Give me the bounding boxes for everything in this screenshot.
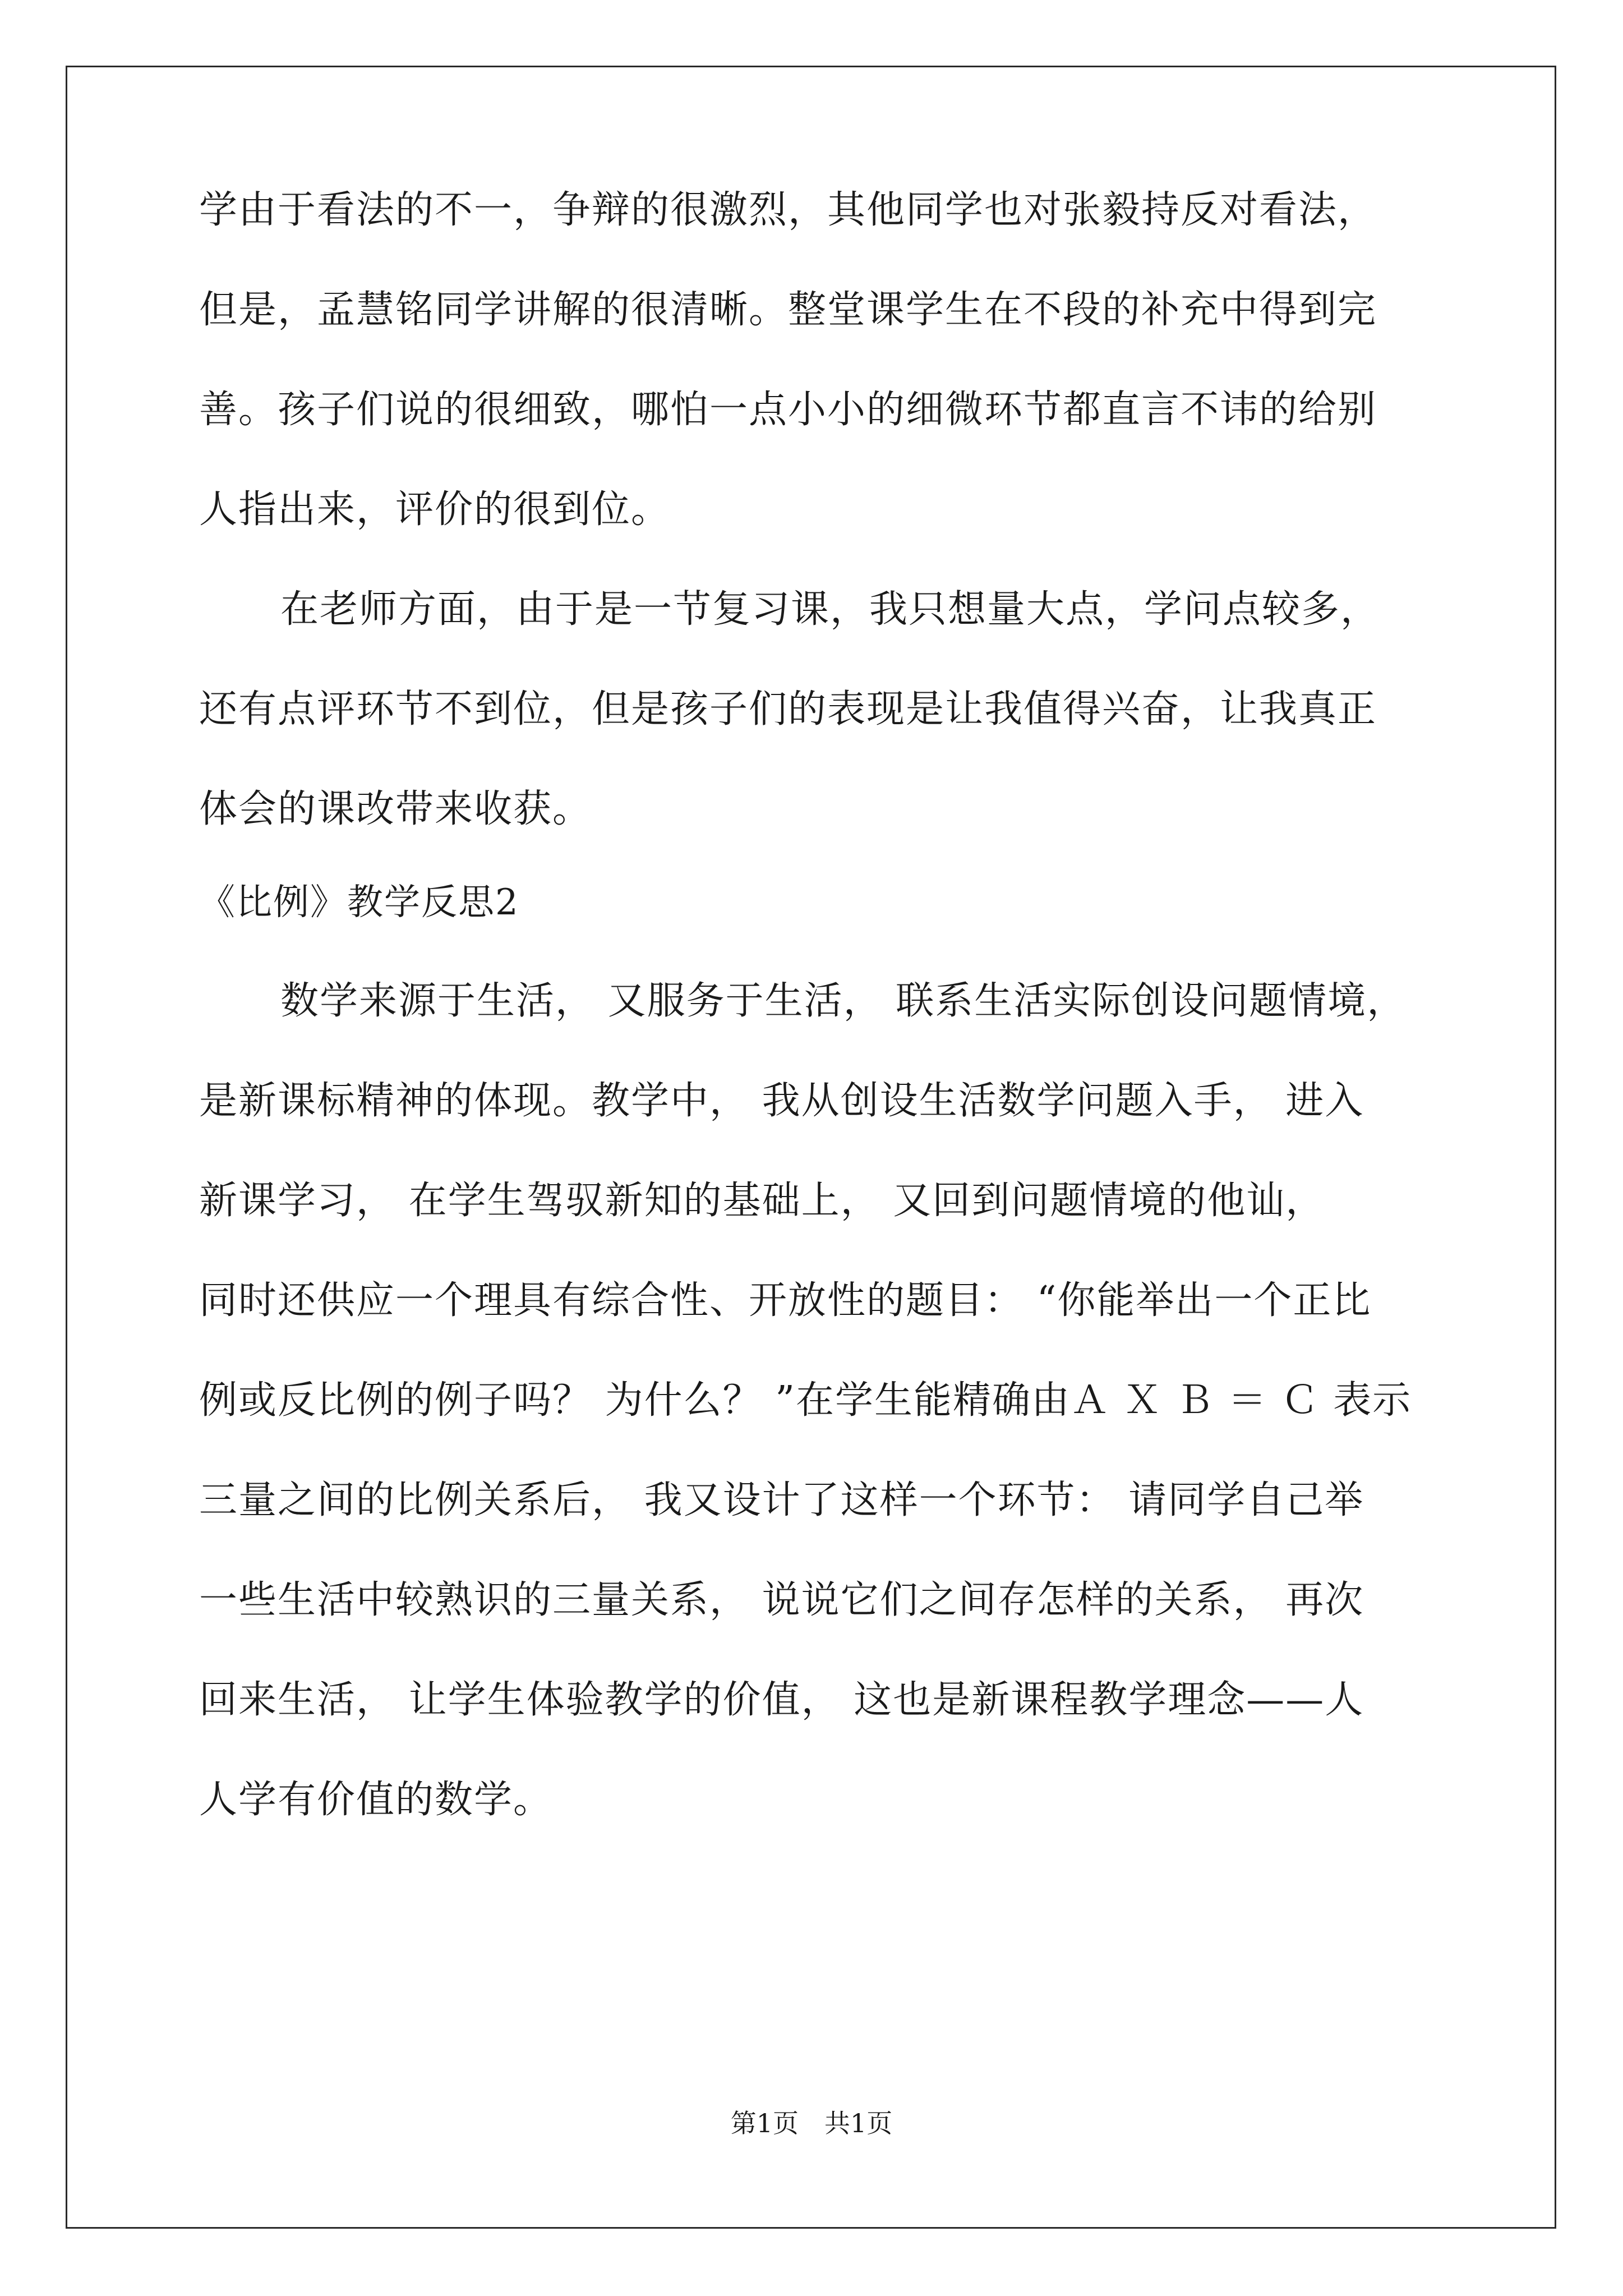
text-line: 例或反比例的例子吗？ 为什么？ ”在学生能精确由Ａ Ｘ Ｂ ＝ Ｃ 表示 (199, 1378, 1412, 1423)
text-line: 回来生活， 让学生体验教学的价值， 这也是新课程教学理念——人 (199, 1678, 1364, 1722)
section-heading: 《比例》教学反思2 (199, 882, 519, 923)
text-line: 是新课标精神的体现。教学中， 我从创设生活数学问题入手， 进入 (199, 1079, 1364, 1123)
text-line: 数学来源于生活， 又服务于生活， 联系生活实际创设问题情境， (280, 979, 1407, 1023)
text-line: 善。孩子们说的很细致，哪怕一点小小的细微环节都直言不讳的给别 (199, 388, 1377, 432)
page-number-footer: 第1页 共1页 (730, 2108, 893, 2138)
text-line: 同时还供应一个理具有综合性、开放性的题目： “你能举出一个正比 (199, 1278, 1372, 1323)
text-line: 人学有价值的数学。 (199, 1778, 553, 1822)
text-line: 一些生活中较熟识的三量关系， 说说它们之间存怎样的关系， 再次 (199, 1578, 1364, 1622)
text-line: 人指出来，评价的很到位。 (199, 487, 671, 532)
text-line: 体会的课改带来收获。 (199, 787, 592, 831)
text-line: 但是，孟慧铭同学讲解的很清晰。整堂课学生在不段的补充中得到完 (199, 288, 1377, 332)
text-line: 新课学习， 在学生驾驭新知的基础上， 又回到问题情境的他讪， (199, 1179, 1325, 1223)
text-line: 三量之间的比例关系后， 我又设计了这样一个环节： 请同学自己举 (199, 1478, 1364, 1522)
text-line: 在老师方面，由于是一节复习课，我只想量大点，学问点较多， (280, 587, 1380, 632)
text-line: 还有点评环节不到位，但是孩子们的表现是让我值得兴奋，让我真正 (199, 687, 1377, 731)
text-line: 学由于看法的不一，争辩的很激烈，其他同学也对张毅持反对看法， (199, 188, 1377, 232)
